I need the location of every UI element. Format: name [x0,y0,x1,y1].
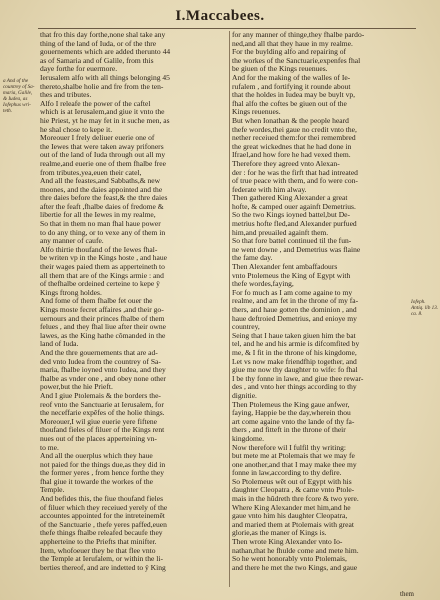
text-line: federate with him alway. [232,185,307,194]
text-line: I be thy fonne in lawe, and giue thee rewar- [232,374,364,383]
text-line: countrey, [232,323,260,332]
text-line: So Ptolemeus wẽt out of Egypt with his [232,477,352,486]
text-line: land of Iuda. [40,340,79,349]
right-column [232,31,416,572]
text-line: glorie,as the maner of Kings is. [232,529,327,538]
text-line: and there he met the two Kings, and gaue [232,563,358,572]
text-line: ned,and all that they haue in my realme. [232,39,353,48]
text-line: Kings reuenues. [232,108,281,117]
text-line: reof vnto the Sanctuarie at Ierusalem, for [40,400,164,409]
text-line: metrius hofte fled,and Alexander purfued [232,220,357,229]
text-line: So the two Kings ioyned battel,but De- [232,211,351,220]
text-line: And all the ouerplus which they haue [40,452,153,461]
column-divider [229,31,230,587]
text-line: fhal alfo the coftes be giuen out of the [232,99,347,108]
text-line: libertie for all the Iewes in my realme, [40,211,156,220]
catchword: them [400,590,414,598]
text-line: Seing that I haue taken giuen him the bat [232,331,356,340]
text-line: but mete me at Ptolemais that we may fe [232,452,355,461]
text-line: Ierusalem alfo with all things belonging 45 [40,73,170,82]
text-line: daughter Cleopatra , & came vnto Ptole- [232,486,355,495]
text-line: him,and preuailed againft them. [232,228,329,237]
text-line: for any manner of thinge,they fhalbe pardo- [232,31,365,39]
text-line: dignitie. [232,391,257,400]
text-line: For fo much as I am come againe to my [232,288,353,297]
text-line: nues out of the places apperteining vn- [40,434,157,443]
text-line: giue me now thy daughter to wife: fo fhal [232,366,358,375]
text-line: thoufand fieles of filuer of the Kings rent [40,426,165,435]
text-line: Moreouer,I wil giue euerie yere fiftene [40,417,158,426]
text-line: ne went downe , and Demetrius was flaine [232,245,361,254]
text-line: But when Ionathan & the people heard [232,116,349,125]
text-line: Then gathered King Alexander a great [232,194,348,203]
text-line: Therefore they agreed vnto Alexan- [232,159,340,168]
text-line: as of Samaria and of Galile, from this [40,56,154,65]
text-line: So that fore battel continued til the fun- [232,237,352,246]
text-line: appherteine to the Priefts that minifter. [40,538,157,547]
text-line: lawes, as the King hathe cõmanded in the [40,331,166,340]
text-line: the former yeres , from hence forthe they [40,469,165,478]
text-line: der : for he was the firft that had intreated [232,168,358,177]
text-line: Alfo I releafe the power of the caftel [40,99,151,108]
text-line: felues , and they fhal liue after their owne [40,323,166,332]
text-line: thers, and haue gotten the dominion , and [232,306,357,314]
text-line: And fome of them fhalbe fet ouer the [40,297,153,306]
text-line: Moreouer I frely deliuer euerie one of [40,134,155,143]
text-line: faying, Happie be the day,wherein thou [232,409,351,418]
text-line: to me. [40,443,59,452]
text-line: hie Priest, yt he may fet in it suche men, as [40,116,170,125]
text-line: Temple. [40,486,65,495]
text-line: moones, and the daies appointed and the [40,185,163,194]
text-line: Ifrael,and how fore he had vexed them. [232,151,351,160]
text-line: from tributes,yea,euen their catel, [40,168,142,177]
text-line: of filuer which they receiued yerely of the [40,503,168,512]
text-line: the Temple at Ierufalem, or within the li- [40,555,163,564]
text-line: maria, fhalbe ioyned vnto Iudea, and they [40,366,166,375]
margin-note-left: a And of the countrey of Sa-maria, Galile, & Iudea, as Iofephus wri-teth. [3,78,35,114]
text-line: the fame day. [232,254,273,263]
text-line: Then wrote King Alexander vnto Io- [232,538,343,547]
text-line: fonne in law,according to thy defire. [232,469,342,478]
text-line: that the holdes in Iudea may be buylt vp, [232,91,356,100]
text-line: to do any thing, or to vexe any of them in [40,228,166,237]
text-line: Kings moste fecret affaires ,and their go- [40,306,164,314]
text-line: vnto Ptolemeus the King of Egypt with [232,271,351,280]
text-line: realme,and euerie one of them fhalbe free [40,159,166,168]
text-line: he shal chose to kepe it. [40,125,113,134]
text-line: berties thereof, and are indetted to ÿ King [40,563,166,572]
text-line: which is at Ierusalem,and giue it vnto the [40,108,165,117]
text-line: that fro this day forthe,none shal take any [40,31,166,39]
text-line: all them that are of the Kings armie : and [40,271,164,280]
text-line: And all the feastes,and Sabbaths,& new [40,177,161,186]
margin-note-right: Iofeph. Antiq. lib 13. ca. 8. [411,299,439,317]
text-line: thes and tributes. [40,91,92,100]
text-line: Alfo thirtie thoufand of the Iewes fhal- [40,245,158,254]
text-line: be giuen of the Kings reuenues. [232,65,328,74]
text-line: power,but the hie Prieft. [40,383,113,392]
text-line: accountes appointed for the intreteinemẽt [40,512,165,521]
text-line: Then Alexander fent ambaffadours [232,263,338,272]
text-line: thefe things fhalbe releafed becaufe they [40,529,163,538]
text-line: the workes of the Sanctuarie,expenfes fhal [232,56,361,65]
text-line: of thefhalbe ordeined certeine to kepe ÿ [40,280,160,289]
text-line: So he went honorably vnto Ptolemais, [232,555,347,564]
text-line: be writen vp in the Kings hoste , and haue [40,254,168,263]
text-line: gouernements which are added therunto 44 [40,48,171,57]
text-line: And the thre gouernements that are ad- [40,348,158,357]
text-line: And for the making of the walles of Ie- [232,73,351,82]
text-line: the Iewes that were taken away prifoners [40,142,164,151]
text-line: nathan,that he fhulde come and mete him. [232,546,359,555]
text-line: And I giue Ptolemais & the borders the- [40,391,161,400]
text-line: not paied for the things due,as they did in [40,460,166,469]
text-line: thre daies before the feast,& the thre daies [40,194,168,203]
text-line: For the buylding alfo and repairing of [232,48,347,57]
text-line: thing of the land of Iuda, or of the thre [40,39,157,48]
text-line: mais in the hũdreth thre fcore & two yere. [232,495,359,504]
text-line: uernours and their princes fhalbe of them [40,314,165,323]
text-line: and maried them at Ptolemais with great [232,520,354,529]
text-line: Item, whofoeuer they be that flee vnto [40,546,156,555]
text-line: Now therefore wil I fulfil thy writing: [232,443,347,452]
text-line: any manner of caufe. [40,237,104,246]
text-line: art come againe vnto the lande of thy fa- [232,417,355,426]
text-line: So that in them no man fhal haue power [40,220,161,229]
text-line: fhal giue it towarde the workes of the [40,477,153,486]
text-line: rufalem , and fortifying it rounde about [232,82,351,91]
text-line: daye forthe for euermore. [40,65,118,74]
text-line: the neceffarie expẽfes of the holie things. [40,409,165,418]
text-line: Kings ftrong holdes. [40,288,102,297]
text-line: Let vs now make friendfhip together, and [232,357,357,366]
text-line: Where King Alexander met him,and he [232,503,351,512]
text-line: after the feaft ,fhalbe daies of fredome & [40,202,164,211]
text-line: Then Ptolemeus the King gaue anfwer, [232,400,350,409]
text-line: thers , and fitteft in the throne of their [232,426,346,435]
text-line: tel, and he and his armie is difcomfited by [232,340,360,349]
text-line: des , and vnto her things according to thy [232,383,357,392]
text-line: the great wickednes that he had done in [232,142,352,151]
text-line: ded vnto Iudea from the countrey of Sa- [40,357,161,366]
text-line: one another,and that I may make thee my [232,460,357,469]
header-rule [38,28,416,29]
text-line: hofte, & camped ouer againft Demetrius. [232,202,356,211]
running-head: I.Maccabees. [175,8,265,24]
text-line: fhalbe as vnder one , and obey none other [40,374,166,383]
text-line: And befides this, the fiue thoufand fieles [40,495,164,504]
text-line: thefe wordes,faying, [232,280,294,289]
text-line: kingdome. [232,434,265,443]
text-line: of true peace with them, and fo were con- [232,177,358,186]
text-line: of the Sanctuarie , thefe yeres paffed,euen [40,520,167,529]
text-line: nether receiued them:for thei remembred [232,134,356,143]
text-line: realme, and am fet in the throne of my fa- [232,297,359,306]
text-line: me, & I fit in the throne of his kingdome, [232,348,357,357]
left-column [40,31,226,572]
text-line: gaue vnto him his daughter Cleopatra, [232,512,348,521]
text-line: thefe wordes,thei gaue no credit vnto the, [232,125,357,134]
text-line: out of the land of Iuda through out all my [40,151,166,160]
text-line: haue deftroied Demetrius, and enioye my [232,314,357,323]
text-line: their wages paied them as apperteineth to [40,263,165,272]
text-line: thereto,shalbe holie and fre from the ten- [40,82,164,91]
